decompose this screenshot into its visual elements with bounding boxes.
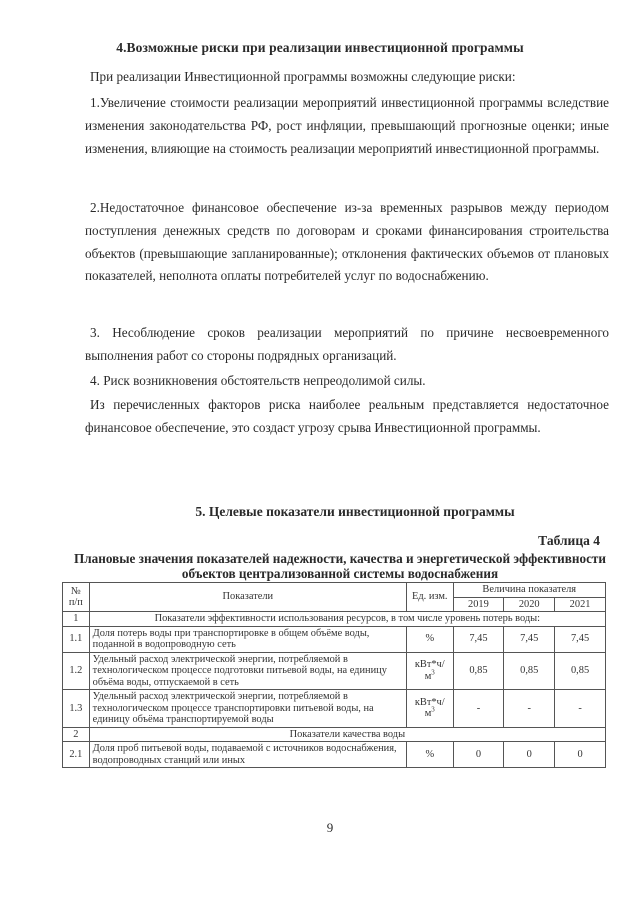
header-group: Величина показателя	[453, 583, 605, 598]
section-label: Показатели качества воды	[89, 727, 605, 742]
row-value: 0	[453, 742, 504, 768]
header-year-2: 2020	[504, 597, 555, 612]
row-num: 2.1	[63, 742, 90, 768]
row-num: 1.3	[63, 690, 90, 728]
row-num: 1.1	[63, 626, 90, 652]
risks-intro-paragraph: При реализации Инвестиционной программы возможны следующие риски:	[90, 69, 516, 84]
section-4-heading: 4.Возможные риски при реализации инвестиционной программы	[116, 40, 524, 55]
row-unit: $кВт*ч/м^3$	[407, 652, 454, 690]
table-section-row	[63, 727, 606, 742]
row-unit: $кВт*ч/м^3$	[407, 690, 454, 728]
table-header-row	[63, 583, 606, 598]
table-row	[63, 652, 606, 690]
header-year-3: 2021	[555, 597, 606, 612]
header-year-1: 2019	[453, 597, 504, 612]
section-label: Показатели эффективности использования ресурсов, в том числе уровень потерь воды:	[89, 612, 605, 627]
conclusion-paragraph: Из перечисленных факторов риска наиболее реальным представляется недостаточное финансовое обеспечение, это создаст угрозу срыва Инвестиционной программы.	[85, 397, 609, 435]
table-label: Таблица 4	[538, 533, 600, 548]
row-value: 0,85	[453, 652, 504, 690]
risk-4-paragraph: 4. Риск возникновения обстоятельств непреодолимой силы.	[90, 373, 426, 388]
row-value: 0	[555, 742, 606, 768]
row-name: Доля проб питьевой воды, подаваемой с источников водоснабжения, водопроводных станций или иных	[89, 742, 406, 768]
row-value: -	[453, 690, 504, 728]
row-name: Удельный расход электрической энергии, потребляемой в технологическом процессе транспортировки питьевой воды, на единицу объёма транспортируемой воды	[89, 690, 406, 728]
table-title: Плановые значения показателей надежности, качества и энергетической эффективности объектов централизованной системы водоснабжения	[73, 551, 606, 581]
table-row	[63, 626, 606, 652]
table-row	[63, 742, 606, 768]
row-unit: %	[407, 742, 454, 768]
row-value: 0,85	[504, 652, 555, 690]
header-num: № п/п	[63, 583, 90, 612]
section-5-heading: 5. Целевые показатели инвестиционной программы	[195, 504, 515, 519]
header-unit: Ед. изм.	[407, 583, 454, 612]
row-value: -	[504, 690, 555, 728]
table-section-row	[63, 612, 606, 627]
row-name: Доля потерь воды при транспортировке в общем объёме воды, поданной в водопроводную сеть	[89, 626, 406, 652]
row-value: 7,45	[555, 626, 606, 652]
row-num: 2	[63, 727, 90, 742]
header-name: Показатели	[89, 583, 406, 612]
risk-2-paragraph: 2.Недостаточное финансовое обеспечение из-за временных разрывов между периодом поступления денежных средств по договорам и сроками финансирования строительства объектов (превышающие запланированные); отклонения фактических объемов от плановых показателей, неполнота оплаты потребителей услуг по водоснабжению.	[85, 200, 609, 284]
table-row	[63, 690, 606, 728]
row-value: 0	[504, 742, 555, 768]
row-value: -	[555, 690, 606, 728]
row-value: 7,45	[453, 626, 504, 652]
risk-3-paragraph: 3. Несоблюдение сроков реализации мероприятий по причине несвоевременного выполнения работ со стороны подрядных организаций.	[85, 325, 609, 363]
row-value: 0,85	[555, 652, 606, 690]
row-num: 1.2	[63, 652, 90, 690]
row-value: 7,45	[504, 626, 555, 652]
indicators-table	[62, 582, 606, 768]
row-name: Удельный расход электрической энергии, потребляемой в технологическом процессе подготовки питьевой воды, на единицу объёма воды, отпускаемой в сеть	[89, 652, 406, 690]
row-num: 1	[63, 612, 90, 627]
page-number: 9	[326, 820, 334, 835]
risk-1-paragraph: 1.Увеличение стоимости реализации мероприятий инвестиционной программы вследствие изменения законодательства РФ, рост инфляции, превышающий прогнозные оценки; иные изменения, влияющие на стоимость реализации мероприятий инвестиционной программы.	[85, 95, 609, 156]
row-unit: %	[407, 626, 454, 652]
